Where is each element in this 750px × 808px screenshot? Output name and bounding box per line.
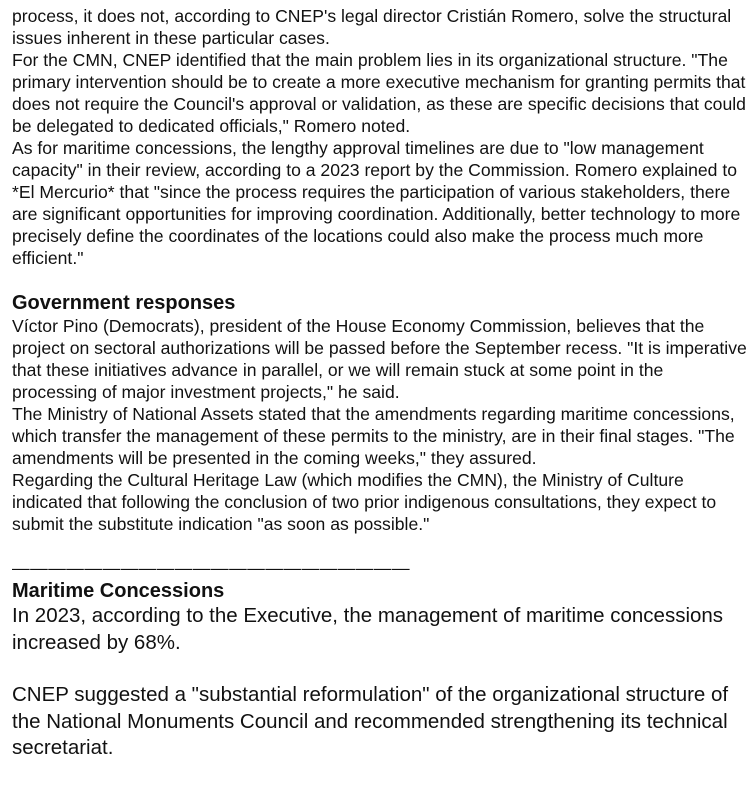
article: [12, 5, 748, 762]
divider-line: ——————————————————————: [12, 558, 411, 578]
section-heading: Government responses: [12, 292, 236, 314]
spacer: [12, 535, 748, 557]
paragraph: Víctor Pino (Democrats), president of the House Economy Commission, believes that the project on sectoral authorizations will be passed before the September recess. "It is imperative that these initiatives advance in parallel, or we will remain stuck at some point in the processing of major investment projects," he said.: [12, 316, 747, 402]
spacer: [12, 656, 748, 682]
paragraph: For the CMN, CNEP identified that the main problem lies in its organizational structure. "The primary intervention should be to create a more executive mechanism for granting permits that does not require the Council's approval or validation, as these are specific decisions that could be delegated to dedicated officials," Romero noted.: [12, 50, 746, 136]
paragraph: Regarding the Cultural Heritage Law (which modifies the CMN), the Ministry of Culture indicated that following the conclusion of two prior indigenous consultations, they expect to submit the substitute indication "as soon as possible.": [12, 470, 717, 534]
paragraph: process, it does not, according to CNEP's legal director Cristián Romero, solve the structural issues inherent in these particular cases.: [12, 6, 732, 48]
paragraph: As for maritime concessions, the lengthy approval timelines are due to "low management capacity" in their review, according to a 2023 report by the Commission. Romero explained to *El Mercurio* that "since the process requires the participation of various stakeholders, there are significant opportunities for improving coordination. Additionally, better technology to more precisely define the coordinates of the locations could also make the process much more efficient.": [12, 138, 741, 268]
spacer: [12, 269, 748, 291]
sidebar-heading: Maritime Concessions: [12, 580, 225, 602]
sidebar-paragraph: CNEP suggested a "substantial reformulation" of the organizational structure of the National Monuments Council and recommended strengthening its technical secretariat.: [12, 683, 729, 759]
paragraph: The Ministry of National Assets stated that the amendments regarding maritime concessions, which transfer the management of these permits to the ministry, are in their final stages. "The amendments will be presented in the coming weeks," they assured.: [12, 404, 735, 468]
sidebar-paragraph: In 2023, according to the Executive, the management of maritime concessions increased by 68%.: [12, 604, 724, 654]
